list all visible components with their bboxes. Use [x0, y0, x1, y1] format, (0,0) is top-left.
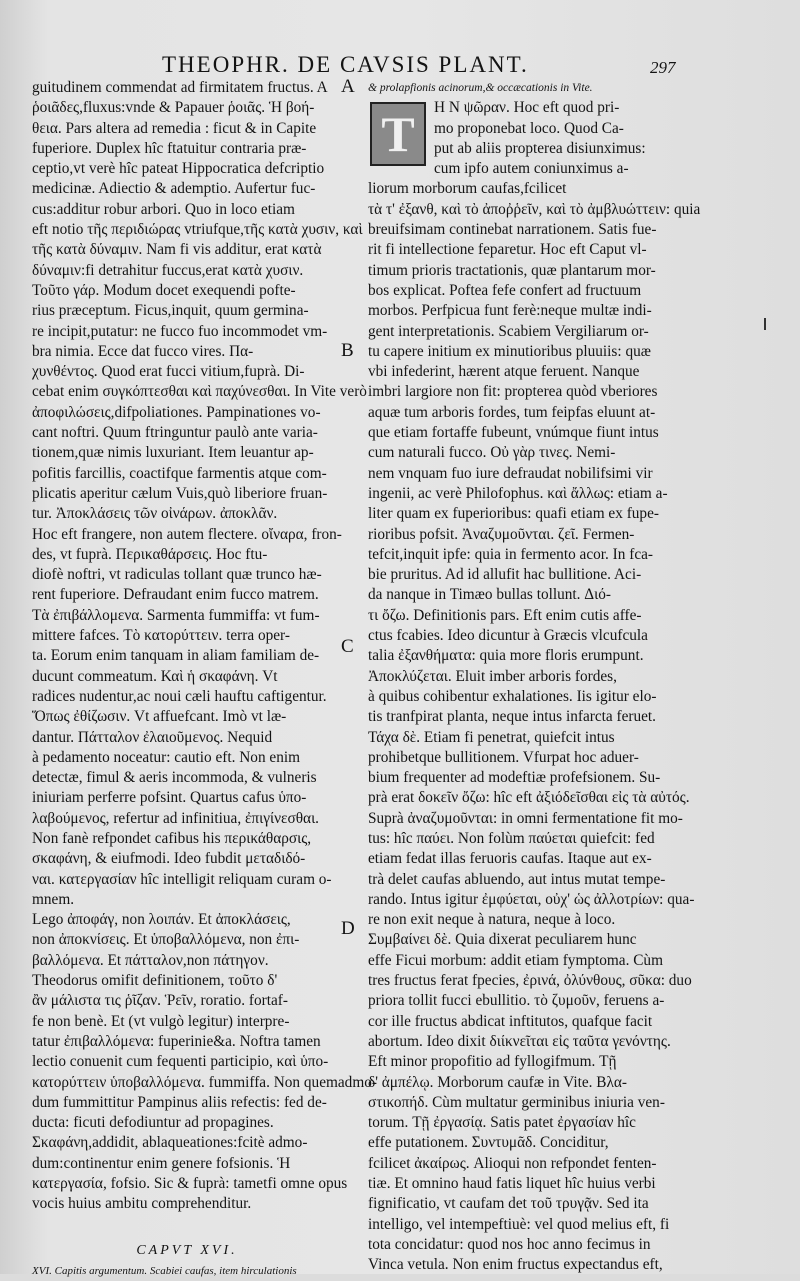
right-text-line: tis tranfpirat planta, neque intus infarcta feruet. — [368, 708, 656, 726]
right-text-line: τι ὄζω. Definitionis pars. Eft enim cutis affe- — [368, 606, 642, 624]
left-text-line: χυνθέντος. Quod erat fucci vitium,fuprà. Di- — [32, 363, 305, 381]
right-text-line: δ' ἀμπέλῳ. Morborum caufæ in Vite. Βλα- — [368, 1073, 627, 1091]
margin-letter-d: D — [341, 918, 355, 939]
left-text-line: Hoc eft frangere, non autem flectere. οἴναρα, fron- — [32, 525, 342, 543]
left-text-line: dum:continentur enim genere fofsionis. Ἡ — [32, 1154, 291, 1172]
left-text-line: iniuriam perferre pofsint. Quartus cafus ὑπο- — [32, 789, 307, 807]
left-text-line: θεια. Pars altera ad remedia : ficut & in Capite — [32, 119, 317, 137]
right-text-line: fcilicet ἀκαίρως. Alioqui non refpondet fenten- — [368, 1154, 657, 1172]
left-text-line: detectæ, fimul & aeris incommoda, & vulneris — [32, 769, 317, 787]
left-text-line: dantur. Πάτταλον ἐλαιοῦμενος. Nequid — [32, 728, 273, 746]
left-text-line: ἀποφιλώσεις,difpoliationes. Pampinationes vo- — [32, 403, 321, 421]
right-text-line: tefcit,inquit ipfe: quia in fermento acor. In fca- — [368, 545, 654, 563]
left-text-line: ῥοιᾶδες,fluxus:vnde & Papauer ῥοιᾶς. Ἡ βοή- — [32, 99, 315, 117]
left-text-line: cant noftri. Quum ftringuntur paulò ante varia- — [32, 424, 318, 442]
left-text-line: guitudinem commendat ad firmitatem fructus. A — [32, 79, 328, 96]
right-text-line: ctus fcabies. Ideo dicuntur à Græcis vlcufcula — [368, 627, 648, 645]
left-text-line: λαβούμενος, refertur ad infinitiua, ἐπιγίνεσθαι. — [32, 809, 320, 827]
right-text-line: rit fi intellectione feparetur. Hoc eft Caput vl- — [368, 241, 647, 259]
left-text-line: Non fanè refpondet cafibus his περικάθαρσις, — [32, 829, 312, 847]
right-text-line: effe putationem. Συντυμᾶδ. Conciditur, — [368, 1134, 609, 1152]
right-text-line: re non exit neque à natura, neque à loco. — [368, 911, 616, 929]
right-text-line: Τάχα δὲ. Etiam fi penetrat, quiefcit intus — [368, 728, 615, 746]
left-text-line: pofitis farcillis, coactifque farmentis atque com- — [32, 464, 327, 482]
right-text-line: prà erat δοκεῖν ὄζω: hîc eft ἀξιόδεῖσθαι εἰς τὰ αὐτός. — [368, 789, 690, 807]
right-text-line: prohibetque bullitionem. Vfurpat hoc aduer- — [368, 748, 639, 766]
left-text-line: à pedamento noceatur: cautio eft. Non enim — [32, 748, 301, 766]
left-text-line: plicatis aperitur cælum Vuis,quò liberiore fruan- — [32, 484, 328, 502]
left-text-line: non ἀποκνίσεις. Et ὑποβαλλόμενα, non ἐπι- — [32, 931, 300, 949]
right-text-line: tu capere initium ex minutioribus pluuiis: quæ — [368, 342, 651, 360]
right-text-line: priora tollit fucci ebullitio. τὸ ζυμοῦν, feruens a- — [368, 992, 665, 1010]
left-text-line: medicinæ. Adiectio & ademptio. Aufertur fuc- — [32, 180, 316, 198]
right-text-line: talia ἐξανθήματα: quia more floris erumpunt. — [368, 647, 644, 665]
left-text-line: τῆς κατὰ δύναμιν. Nam fi vis additur, erat κατὰ — [32, 241, 322, 259]
right-text-line: Vinca vetula. Non enim fructus expectandus eft, — [368, 1256, 663, 1274]
left-text-line: σκαφάνη, & eiufmodi. Ideo fubdit μεταδιδό- — [32, 850, 306, 868]
right-text-line: bie pruritus. Ad id allufit hac bullitione. Aci- — [368, 566, 642, 584]
right-text-line: trà delet caufas abluendo, aut intus mutat tempe- — [368, 870, 666, 888]
left-text-line: dum fummittitur Pampinus aliis refectis: fed de- — [32, 1093, 327, 1111]
right-text-line: put ab aliis propterea disiunximus: — [434, 139, 646, 157]
left-text-line: Τοῦτο γάρ. Modum docet exequendi pofte- — [32, 281, 296, 299]
margin-mark — [764, 318, 766, 330]
right-text-line: breuifsimam continebat narrationem. Satis fue- — [368, 221, 657, 239]
right-text-line: Συμβαίνει δὲ. Quia dixerat peculiarem hunc — [368, 931, 637, 949]
right-text-line: effe Ficui morbum: addit etiam fymptoma. Cùm — [368, 951, 663, 969]
right-text-line: da nanque in Timæo bullas tollunt. Διό- — [368, 586, 611, 604]
left-text-line: δύναμιν:fi detrahitur fuccus,erat κατὰ χυσιν. — [32, 261, 304, 279]
left-text-line: tionem,quæ nimis luxuriant. Item leuantur ap- — [32, 444, 314, 462]
right-text-line: tus: hîc παύει. Non folùm παύεται quiefcit: fed — [368, 829, 655, 847]
left-text-line: lectio conuenit cum fequenti participio, καὶ ὑπο- — [32, 1053, 329, 1071]
left-text-line: bra nimia. Ecce dat fucco vires. Πα- — [32, 342, 254, 360]
left-text-line: tatur ἐπιβαλλόμενα: fuperinie&a. Noftra tamen — [32, 1032, 321, 1050]
left-text-line: re incipit,putatur: ne fucco fuo incommodet vm- — [32, 322, 328, 340]
left-text-line: eft notio τῆς περιδιώρας vtriufque,τῆς κατὰ χυσιν, καὶ — [32, 221, 363, 239]
right-text-line: gent interpretationis. Scabiem Vergiliarum or- — [368, 322, 649, 340]
left-text-line: mnem. — [32, 890, 75, 908]
right-text-line: à quibus cohibentur exhalationes. Iis igitur elo- — [368, 687, 657, 705]
left-text-line: radices nudentur,ac noui cæli hauftu caftigentur. — [32, 687, 327, 705]
right-text-line: cum naturali fucco. Οὐ γὰρ τινες. Nemi- — [368, 444, 616, 462]
left-text-line: ducunt commeatum. Καὶ ἡ σκαφάνη. Vt — [32, 667, 278, 685]
right-text-line: imbri largiore non fit: propterea quòd vberiores — [368, 383, 658, 401]
right-text-line: vbi infederint, hærent atque feruent. Nanque — [368, 363, 640, 381]
margin-letter-a: A — [341, 76, 355, 97]
left-text-line: Lego ἀποφάγ, non λοιπάν. Et ἀποκλάσεις, — [32, 911, 291, 929]
left-text-line: ἂν μάλιστα τις ῥῖζαν. Ῥεῖν, roratio. fortaf- — [32, 992, 288, 1010]
left-text-line: diofè noftri, vt radiculas tollant quæ trunco hæ- — [32, 566, 322, 584]
right-text-line: fignificatio, vt caufam det τοῦ τρυγᾷν. Sed ita — [368, 1195, 649, 1213]
right-text-line: Ἀποκλύζεται. Eluit imber arboris fordes, — [368, 667, 617, 685]
right-text-line: Η Ν ψῶραν. Hoc eft quod pri- — [434, 99, 620, 117]
page-number: 297 — [650, 58, 676, 77]
left-text-line: fuperiore. Duplex hîc ftatuitur contraria præ- — [32, 139, 307, 157]
right-text-line: mo proponebat loco. Quod Ca- — [434, 119, 624, 137]
spacer — [32, 1215, 342, 1241]
chapter-argument: XVI. Capitis argumentum. Scabiei caufas, item hirculationis — [32, 1264, 297, 1277]
left-text-line: ducta: ficuti defodiuntur ad propagines. — [32, 1114, 274, 1132]
left-text-line: Τὰ ἐπιβάλλομενα. Sarmenta fummiffa: vt fum- — [32, 606, 320, 624]
left-text-line: rent fuperiore. Defraudant enim fucco matrem. — [32, 586, 319, 604]
right-text-line: στικοπήδ. Cùm multatur germinibus iniuria ven- — [368, 1093, 665, 1111]
left-text-line: cebat enim συγκόπτεσθαι καὶ παχύνεσθαι. In Vite verò — [32, 383, 367, 401]
right-text-line: cor ille fructus abdicat inftitutos, quafque facit — [368, 1012, 653, 1030]
right-text-line: cum ipfo autem coniunximus a- — [434, 160, 629, 178]
margin-letter-b: B — [341, 340, 354, 361]
left-text-line: βαλλόμενα. Et πάτταλον,non πάτηγον. — [32, 951, 269, 969]
decorated-initial: T — [370, 102, 426, 166]
running-title: THEOPHR. DE CAVSIS PLANT. — [162, 52, 529, 77]
right-text-line: tres fructus ferat fpecies, ἐρινά, ὀλύνθους, σῦκα: duo — [368, 972, 692, 990]
left-text-line: rius præceptum. Ficus,inquit, quum germina- — [32, 302, 309, 320]
right-text-line: etiam fedat illas feruoris caufas. Itaque aut ex- — [368, 850, 652, 868]
left-text-line: des, vt fuprà. Περικαθάρσεις. Hoc ftu- — [32, 545, 268, 563]
chapter-heading: CAPVT XVI. — [136, 1242, 238, 1258]
right-column-caption: & prolapfionis acinorum,& occæcationis in Vite. — [368, 82, 593, 94]
right-text-line: aquæ tum arboris fordes, tum feipfas eluunt at- — [368, 403, 656, 421]
left-text-line: mittere fafces. Τὸ κατορύττειν. terra oper- — [32, 627, 290, 645]
left-text-line: vocis huius ambitu comprehenditur. — [32, 1195, 252, 1213]
right-text-line: bium frequenter ad modeftiæ profefsionem. Su- — [368, 769, 661, 787]
right-text-line: rando. Intus igitur ἐμφύεται, οὐχ' ὡς ἀλλοτρίων: qua- — [368, 890, 695, 908]
left-text-line: Σκαφάνη,addidit, ablaqueationes:fcitè admo- — [32, 1134, 308, 1152]
left-text-line: ναι. κατεργασίαν hîc intelligit reliquam curam o- — [32, 870, 332, 888]
right-text-line: bos explicat. Poftea fefe confert ad fructuum — [368, 281, 642, 299]
right-text-line: tiæ. Et omnino haud fatis liquet hîc huius verbi — [368, 1175, 656, 1193]
left-text-line: fe non benè. Et (vt vulgò legitur) interpre- — [32, 1012, 290, 1030]
right-column — [368, 78, 701, 1276]
right-text-line: nem vnquam fuo iure defraudat nobilifsimi vir — [368, 464, 653, 482]
right-text-line: morbos. Perfpicua funt ferè:neque multæ indi- — [368, 302, 652, 320]
left-text-line: κατεργασία, fofsio. Sic & fuprà: tametfi omne opus — [32, 1175, 348, 1193]
right-text-line: Eft minor propofitio ad fyllogifmum. Τῇ — [368, 1053, 617, 1071]
left-text-line: cus:additur robur arbori. Quo in loco etiam — [32, 200, 295, 218]
right-text-line: Suprà ἀναζυμοῦνται: in omni fermentatione fit mo- — [368, 809, 683, 827]
right-text-line: abortum. Ideo dixit διίκνεῖται εἰς ταῦτα γενόντης. — [368, 1032, 671, 1050]
left-text-line: Theodorus omifit definitionem, τοῦτο δ' — [32, 972, 278, 990]
left-text-line: Ὅπως ἐθίζωσιν. Vt affuefcant. Imò vt læ- — [32, 708, 287, 726]
page-header — [0, 52, 800, 78]
left-text-line: κατορύττειν ὑποβαλλόμενα. fummiffa. Non quemadmo- — [32, 1073, 377, 1091]
margin-letter-c: C — [341, 636, 354, 657]
right-text-line: liter quam ex fuperioribus: quafi etiam ex fupe- — [368, 505, 659, 523]
right-text-line: que etiam fortaffe fubeunt, vnúmque fiunt intus — [368, 424, 659, 442]
right-text-line: intelligo, vel intempeftiuè: vel quod melius eft, fi — [368, 1215, 670, 1233]
right-text-line: tota concidatur: quod nos hoc anno fecimus in — [368, 1235, 651, 1253]
right-text-line: timum prioris tractationis, quæ plantarum mor- — [368, 261, 656, 279]
right-text-line: ingenii, ac verè Philofophus. καὶ ἄλλως: etiam a- — [368, 484, 668, 502]
right-text-line: torum. Τῇ ἐργασίᾳ. Satis patet ἐργασίαν hîc — [368, 1114, 636, 1132]
left-column — [32, 78, 377, 1281]
right-text-line: rioribus pofsit. Ἀναζυμοῦνται. ζεῖ. Fermen- — [368, 525, 635, 543]
right-text-line: liorum morborum caufas,fcilicet — [368, 180, 567, 198]
left-text-line: ceptio,vt verè hîc pateat Hippocratica defcriptio — [32, 160, 325, 178]
left-text-line: tur. Ἀποκλάσεις τῶν οἰνάρων. ἀποκλᾶν. — [32, 505, 278, 523]
right-text-line: τὰ τ' ἐξανθ, καὶ τὸ ἀποῤῥεῖν, καὶ τὸ ἀμβλυώττειν: quia — [368, 200, 701, 218]
left-text-line: ta. Eorum enim tanquam in aliam familiam de- — [32, 647, 320, 665]
